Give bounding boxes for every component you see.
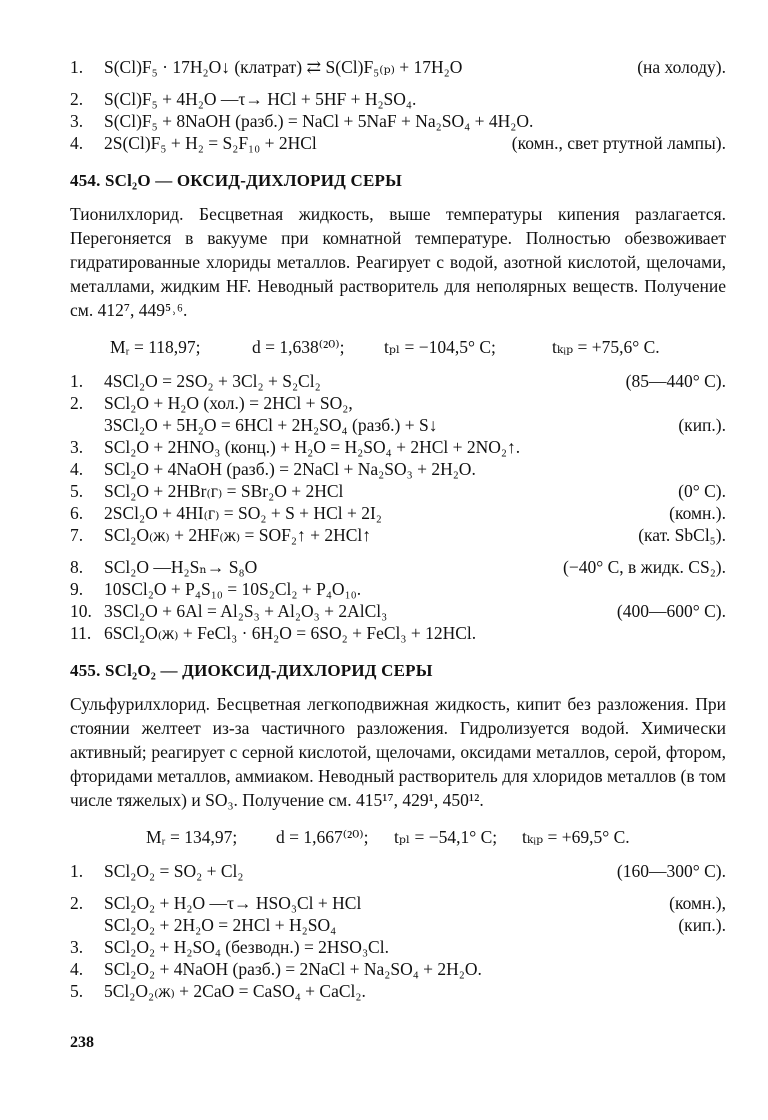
reaction-equation: S(Cl)F₅ + 4H₂O —τ→ HCl + 5HF + H₂SO₄.: [104, 89, 417, 109]
reaction-number: 1.: [70, 371, 84, 391]
reaction-line: [70, 480, 726, 502]
reaction-number: 11.: [70, 623, 92, 643]
reaction-condition: (160—300° C).: [616, 861, 726, 881]
reaction-line: [70, 936, 726, 958]
reaction-line: [70, 132, 726, 154]
boiling-point: tₖᵢₚ = +69,5° C.: [522, 827, 630, 847]
reaction-line: [70, 860, 726, 882]
reaction-line: [70, 914, 726, 936]
top-reactions: [70, 56, 726, 154]
reaction-condition: (комн.).: [669, 503, 726, 523]
reaction-number: 4.: [70, 133, 84, 153]
reaction-line: [70, 892, 726, 914]
reaction-equation: SCl₂O₂ = SO₂ + Cl₂: [104, 861, 244, 881]
reaction-number: 3.: [70, 437, 84, 457]
reaction-line: [70, 458, 726, 480]
reaction-equation: 3SCl₂O + 5H₂O = 6HCl + 2H₂SO₄ (разб.) + S↓: [104, 415, 438, 435]
reaction-condition: (кип.).: [678, 415, 726, 435]
page-content: [70, 56, 726, 1002]
reaction-equation: 4SCl₂O = 2SO₂ + 3Cl₂ + S₂Cl₂: [104, 371, 321, 391]
reaction-line: [70, 414, 726, 436]
reaction-line: [70, 436, 726, 458]
reaction-number: 5.: [70, 981, 84, 1001]
reaction-number: 6.: [70, 503, 84, 523]
reaction-equation: 2S(Cl)F₅ + H₂ = S₂F₁₀ + 2HCl: [104, 133, 317, 153]
reaction-equation: 2SCl₂O + 4HI₍г₎ = SO₂ + S + HCl + 2I₂: [104, 503, 382, 523]
section-heading: 454. SCl₂O — ОКСИД-ДИХЛОРИД СЕРЫ: [70, 171, 402, 190]
melting-point: tₚₗ = −54,1° C;: [394, 827, 498, 847]
density: d = 1,638⁽²⁰⁾;: [252, 337, 345, 357]
reaction-condition: (кат. SbCl₅).: [638, 525, 726, 545]
reaction-equation: SCl₂O + 2HNO₃ (конц.) + H₂O = H₂SO₄ + 2HCl + 2NO₂↑.: [104, 437, 521, 457]
reaction-line: [70, 958, 726, 980]
reaction-number: 2.: [70, 393, 84, 413]
melting-point: tₚₗ = −104,5° C;: [384, 337, 496, 357]
reaction-line: [70, 88, 726, 110]
reaction-condition: (0° C).: [678, 481, 726, 501]
reaction-equation: SCl₂O₍ж₎ + 2HF₍ж₎ = SOF₂↑ + 2HCl↑: [104, 525, 371, 545]
properties-line: [70, 336, 726, 358]
reaction-line: [70, 622, 726, 644]
reaction-number: 1.: [70, 57, 84, 77]
reaction-condition: (комн., свет ртутной лампы).: [511, 133, 726, 153]
reaction-number: 2.: [70, 89, 84, 109]
reaction-equation: S(Cl)F₅ + 8NaOH (разб.) = NaCl + 5NaF + Na₂SO₄ + 4H₂O.: [104, 111, 534, 131]
reaction-equation: 10SCl₂O + P₄S₁₀ = 10S₂Cl₂ + P₄O₁₀.: [104, 579, 362, 599]
reaction-equation: SCl₂O + 4NaOH (разб.) = 2NaCl + Na₂SO₃ + 2H₂O.: [104, 459, 476, 479]
reaction-number: 7.: [70, 525, 84, 545]
reaction-equation: 5Cl₂O₂₍ж₎ + 2CaO = CaSO₄ + CaCl₂.: [104, 981, 366, 1001]
reaction-equation: 6SCl₂O₍ж₎ + FeCl₃ · 6H₂O = 6SO₂ + FeCl₃ + 12HCl.: [104, 623, 477, 643]
reaction-equation: SCl₂O —H₂Sₙ→ S₈O: [104, 557, 258, 577]
reaction-equation: SCl₂O₂ + H₂SO₄ (безводн.) = 2HSO₃Cl.: [104, 937, 389, 957]
reaction-equation: SCl₂O₂ + H₂O —τ→ HSO₃Cl + HCl: [104, 893, 362, 913]
section-description: Тионилхлорид. Бесцветная жидкость, выше температуры кипения разлагается. Перегоняется в вакууме при комнатной температуре. Полностью обезвоживает гидратированные хлориды металлов. Реагирует с водой, азотной кислотой, щелочами, металлами, жидким HF. Неводный растворитель для неполярных веществ. Получение см. 412⁷, 449⁵˒⁶.: [70, 204, 726, 320]
properties-line: [70, 826, 726, 848]
reaction-line: [70, 110, 726, 132]
section-description: Сульфурилхлорид. Бесцветная легкоподвижная жидкость, кипит без разложения. При стоянии желтеет из-за частичного разложения. Гидролизуется водой. Химически активный; реагирует с серной кислотой, щелочами, оксидами металлов, серой, фтором, фторидами металлов, аммиаком. Неводный растворитель для хлоридов металлов (в том числе тяжелых) и SO₃. Получение см. 415¹⁷, 429¹, 450¹².: [70, 694, 726, 810]
reaction-line: [70, 524, 726, 546]
reaction-line: [70, 56, 726, 78]
section-heading: 455. SCl₂O₂ — ДИОКСИД-ДИХЛОРИД СЕРЫ: [70, 661, 433, 680]
reaction-equation: SCl₂O + H₂O (хол.) = 2HCl + SO₂,: [104, 393, 353, 413]
reaction-condition: (кип.).: [678, 915, 726, 935]
reaction-list-454: [70, 370, 726, 644]
molar-mass: Mᵣ = 134,97;: [146, 827, 238, 847]
reaction-equation: S(Cl)F₅ · 17H₂O↓ (клатрат) ⇄ S(Cl)F₅₍ₚ₎ + 17H₂O: [104, 57, 463, 77]
density: d = 1,667⁽²⁰⁾;: [276, 827, 369, 847]
reaction-line: [70, 980, 726, 1002]
reaction-line: [70, 556, 726, 578]
reaction-number: 1.: [70, 861, 84, 881]
reaction-equation: SCl₂O + 2HBr₍г₎ = SBr₂O + 2HCl: [104, 481, 344, 501]
reaction-number: 10.: [70, 601, 92, 621]
reaction-condition: (400—600° C).: [616, 601, 726, 621]
reaction-number: 3.: [70, 111, 84, 131]
reaction-line: [70, 370, 726, 392]
reaction-equation: SCl₂O₂ + 4NaOH (разб.) = 2NaCl + Na₂SO₄ + 2H₂O.: [104, 959, 482, 979]
reaction-list-455: [70, 860, 726, 1002]
reaction-number: 3.: [70, 937, 84, 957]
reaction-condition: (комн.),: [669, 893, 726, 913]
molar-mass: Mᵣ = 118,97;: [110, 337, 201, 357]
reaction-number: 4.: [70, 959, 84, 979]
reaction-number: 9.: [70, 579, 84, 599]
reaction-line: [70, 600, 726, 622]
reaction-number: 2.: [70, 893, 84, 913]
reaction-equation: SCl₂O₂ + 2H₂O = 2HCl + H₂SO₄: [104, 915, 337, 935]
reaction-condition: (85—440° C).: [625, 371, 726, 391]
reaction-equation: 3SCl₂O + 6Al = Al₂S₃ + Al₂O₃ + 2AlCl₃: [104, 601, 388, 621]
reaction-condition: (на холоду).: [637, 57, 726, 77]
reaction-number: 8.: [70, 557, 84, 577]
page-number: 238: [70, 1034, 94, 1051]
boiling-point: tₖᵢₚ = +75,6° C.: [552, 337, 660, 357]
reaction-number: 4.: [70, 459, 84, 479]
reaction-number: 5.: [70, 481, 84, 501]
reaction-line: [70, 502, 726, 524]
reaction-condition: (−40° C, в жидк. CS₂).: [563, 557, 726, 577]
reaction-line: [70, 578, 726, 600]
reaction-line: [70, 392, 726, 414]
